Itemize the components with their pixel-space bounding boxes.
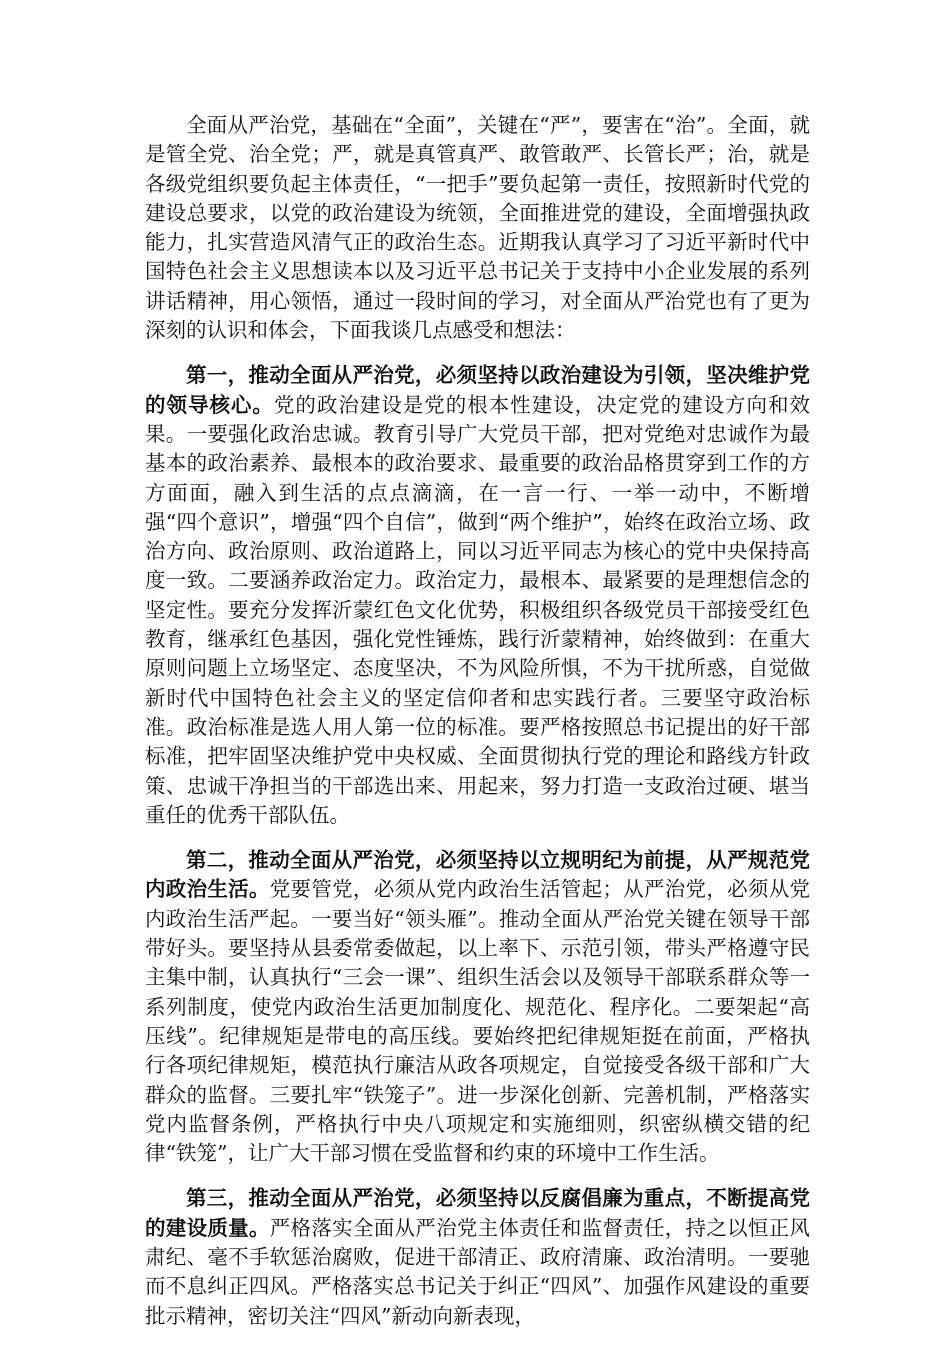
paragraph-point-2	[145, 846, 810, 1168]
paragraph-lead: 第一，推动全面从严治党，必须坚持以政治建设为引领，坚决维护党的领导核心。	[145, 363, 810, 417]
paragraph-lead: 第三，推动全面从严治党，必须坚持以反腐倡廉为重点，不断提高党的建设质量。	[145, 1186, 810, 1240]
paragraph-point-1	[145, 361, 810, 830]
document-body	[145, 111, 810, 1347]
paragraph-text: 党的政治建设是党的根本性建设，决定党的建设方向和效果。一要强化政治忠诚。教育引导广大党员干部，把对党绝对忠诚作为最基本的政治素养、最根本的政治要求、最重要的政治品格贯穿到工作的方方面面，融入到生活的点点滴滴，在一言一行、一举一动中，不断增强“四个意识”，增强“四个自信”，做到“两个维护”，始终在政治立场、政治方向、政治原则、政治道路上，同以习近平同志为核心的党中央保持高度一致。二要涵养政治定力。政治定力，最根本、最紧要的是理想信念的坚定性。要充分发挥沂蒙红色文化优势，积极组织各级党员干部接受红色教育，继承红色基因，强化党性锤炼，践行沂蒙精神，始终做到：在重大原则问题上立场坚定、态度坚决，不为风险所惧，不为干扰所惑，自觉做新时代中国特色社会主义的坚定信仰者和忠实践行者。三要坚守政治标准。政治标准是选人用人第一位的标准。要严格按照总书记提出的好干部标准，把牢固坚决维护党中央权威、全面贯彻执行党的理论和路线方针政策、忠诚干净担当的干部选出来、用起来，努力打造一支政治过硬、堪当重任的优秀干部队伍。	[145, 392, 811, 827]
paragraph-intro	[145, 111, 810, 345]
paragraph-lead: 第二，推动全面从严治党，必须坚持以立规明纪为前提，从严规范党内政治生活。	[145, 848, 810, 902]
paragraph-text: 严格落实全面从严治党主体责任和监督责任，持之以恒正风肃纪、毫不手软惩治腐败，促进干部清正、政府清廉、政治清明。一要驰而不息纠正四风。严格落实总书记关于纠正“四风”、加强作风建设的重要批示精神，密切关注“四风”新动向新表现，	[145, 1215, 811, 1328]
paragraph-text: 党要管党，必须从党内政治生活管起；从严治党，必须从党内政治生活严起。一要当好“领头雁”。推动全面从严治党关键在领导干部带好头。要坚持从县委常委做起，以上率下、示范引领，带头严格遵守民主集中制，认真执行“三会一课”、组织生活会以及领导干部联系群众等一系列制度，使党内政治生活更加制度化、规范化、程序化。二要架起“高压线”。纪律规矩是带电的高压线。要始终把纪律规矩挺在前面，严格执行各项纪律规矩，模范执行廉洁从政各项规定，自觉接受各级干部和广大群众的监督。三要扎牢“铁笼子”。进一步深化创新、完善机制，严格落实党内监督条例，严格执行中央八项规定和实施细则，织密纵横交错的纪律“铁笼”，让广大干部习惯在受监督和约束的环境中工作生活。	[145, 877, 811, 1166]
paragraph-point-3	[145, 1184, 810, 1330]
paragraph-text: 全面从严治党，基础在“全面”，关键在“严”，要害在“治”。全面，就是管全党、治全党；严，就是真管真严、敢管敢严、长管长严；治，就是各级党组织要负起主体责任，“一把手”要负起第一责任，按照新时代党的建设总要求，以党的政治建设为统领，全面推进党的建设，全面增强执政能力，扎实营造风清气正的政治生态。近期我认真学习了习近平新时代中国特色社会主义思想读本以及习近平总书记关于支持中小企业发展的系列讲话精神，用心领悟，通过一段时间的学习，对全面从严治党也有了更为深刻的认识和体会，下面我谈几点感受和想法：	[145, 113, 810, 343]
